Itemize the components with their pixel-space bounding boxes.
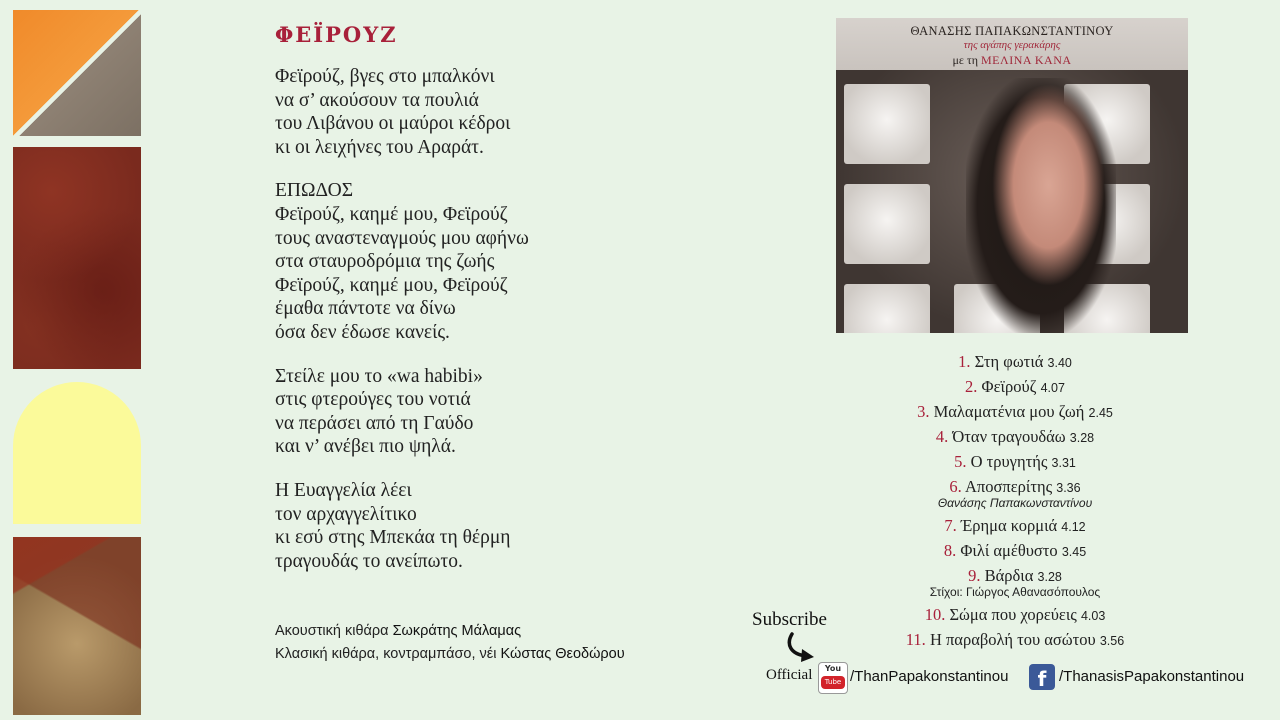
cover-album-title: της αγάπης γερακάρης xyxy=(963,39,1061,51)
track-number: 6. xyxy=(949,477,962,496)
track-duration: 3.45 xyxy=(1061,545,1087,559)
lyric-line: του Λιβάνου οι μαύροι κέδροι xyxy=(275,113,511,135)
track-item xyxy=(850,539,1180,564)
track-note: Θανάσης Παπακωνσταντίνου xyxy=(937,496,1093,510)
track-title: Σώμα που χορεύεις xyxy=(949,605,1077,624)
track-number: 9. xyxy=(968,566,981,585)
track-title: Η παραβολή του ασώτου xyxy=(929,630,1096,649)
track-title: Στη φωτιά xyxy=(974,352,1044,371)
decorative-yellow-arch-tile xyxy=(13,382,141,524)
lyric-line: και ν’ ανέβει πιο ψηλά. xyxy=(275,436,456,458)
credit-line xyxy=(275,620,625,643)
lyric-line: Φεϊρούζ, καημέ μου, Φεϊρούζ xyxy=(275,203,508,225)
lyric-line: όσα δεν έδωσε κανείς. xyxy=(275,321,450,343)
track-duration: 3.40 xyxy=(1047,356,1072,370)
curved-arrow-icon xyxy=(784,632,818,664)
song-title: ΦΕΪΡΟΥΖ xyxy=(275,22,398,47)
track-item xyxy=(850,628,1180,653)
tracklist xyxy=(850,350,1180,653)
track-title: Ο τρυγητής xyxy=(970,452,1048,471)
track-item xyxy=(850,350,1180,375)
credit-name: Κώστας Θεοδώρου xyxy=(500,646,625,662)
lyric-line: τραγουδάς το ανείπωτο. xyxy=(275,550,463,572)
track-number: 7. xyxy=(944,516,957,535)
track-number: 1. xyxy=(958,352,971,371)
track-title: Όταν τραγουδάω xyxy=(952,427,1066,446)
track-duration: 3.28 xyxy=(1069,431,1095,445)
lyric-line: να σ’ ακούσουν τα πουλιά xyxy=(275,89,479,111)
stanza xyxy=(275,479,715,573)
lyric-line: τον αρχαγγελίτικο xyxy=(275,503,417,525)
credit-line xyxy=(275,643,625,666)
track-title: Φεϊρούζ xyxy=(981,377,1037,396)
decorative-red-texture-tile xyxy=(13,147,141,369)
subscribe-label[interactable]: Subscribe xyxy=(752,609,827,630)
cover-featured-artist: ΜΕΛΙΝΑ ΚΑΝΑ xyxy=(981,53,1072,67)
track-item xyxy=(850,514,1180,539)
track-note: Στίχοι: Γιώργος Αθανασόπουλος xyxy=(929,585,1101,599)
lyrics-panel xyxy=(275,22,715,593)
track-number: 4. xyxy=(935,427,949,446)
facebook-icon[interactable]: f xyxy=(1029,664,1055,690)
track-item xyxy=(850,450,1180,475)
track-title: Έρημα κορμιά xyxy=(960,516,1058,535)
track-duration: 3.31 xyxy=(1051,456,1076,470)
lyric-line: κι εσύ στης Μπεκάα τη θέρμη xyxy=(275,527,511,549)
credit-role: Ακουστική κιθάρα xyxy=(275,623,389,639)
track-item xyxy=(850,375,1180,400)
track-title: Μαλαματένια μου ζωή xyxy=(933,402,1085,421)
track-title: Βάρδια xyxy=(984,566,1034,585)
track-item xyxy=(850,425,1180,450)
track-number: 5. xyxy=(954,452,967,471)
track-title: Φιλί αμέθυστο xyxy=(960,541,1058,560)
track-number: 8. xyxy=(943,541,957,560)
track-duration: 3.56 xyxy=(1099,634,1125,648)
track-number: 10. xyxy=(924,605,946,624)
credits xyxy=(275,620,625,666)
youtube-icon[interactable]: You Tube xyxy=(818,662,848,694)
track-number: 11. xyxy=(905,630,926,649)
lyric-line: στις φτερούγες του νοτιά xyxy=(275,389,471,411)
decorative-triangle-tile xyxy=(13,10,141,136)
track-number: 2. xyxy=(965,377,978,396)
track-duration: 3.28 xyxy=(1037,570,1062,584)
decorative-brown-texture-tile xyxy=(13,537,141,715)
lyric-line: τους αναστεναγμούς μου αφήνω xyxy=(275,227,529,249)
lyrics-body xyxy=(275,65,715,573)
credit-name: Σωκράτης Μάλαμας xyxy=(392,623,522,639)
stanza xyxy=(275,65,715,159)
track-duration: 2.45 xyxy=(1088,406,1113,420)
cover-portrait xyxy=(966,78,1116,333)
facebook-page-link[interactable]: /ThanasisPapakonstantinou xyxy=(1059,668,1245,685)
track-title: Αποσπερίτης xyxy=(965,477,1053,496)
lyric-line: Η Ευαγγελία λέει xyxy=(275,479,412,501)
cover-featuring: με τη ΜΕΛΙΝΑ ΚΑΝΑ xyxy=(952,53,1072,67)
track-duration: 4.03 xyxy=(1080,609,1106,623)
track-duration: 4.12 xyxy=(1061,520,1086,534)
lyric-line: έμαθα πάντοτε να δίνω xyxy=(275,298,456,320)
lyric-line: Στείλε μου το «wa habibi» xyxy=(275,365,483,387)
track-duration: 3.36 xyxy=(1056,481,1081,495)
youtube-channel-link[interactable]: /ThanPapakonstantinou xyxy=(850,668,1009,685)
lyric-line: στα σταυροδρόμια της ζωής xyxy=(275,251,495,273)
official-label: Official xyxy=(766,667,813,683)
lyric-line: Φεϊρούζ, βγες στο μπαλκόνι xyxy=(275,66,495,87)
lyric-line: ΕΠΩΔΟΣ xyxy=(275,180,354,202)
credit-role: Κλασική κιθάρα, κοντραμπάσο, νέι xyxy=(275,646,497,662)
track-duration: 4.07 xyxy=(1040,381,1065,395)
cover-artist: ΘΑΝΑΣΗΣ ΠΑΠΑΚΩΝΣΤΑΝΤΙΝΟΥ xyxy=(910,24,1114,38)
stanza xyxy=(275,365,715,459)
track-item xyxy=(850,400,1180,425)
lyric-line: κι οι λειχήνες του Αραράτ. xyxy=(275,136,484,158)
album-cover xyxy=(836,18,1188,333)
stanza xyxy=(275,179,715,344)
track-item xyxy=(850,603,1180,628)
lyric-line: να περάσει από τη Γαύδο xyxy=(275,412,474,434)
lyric-line: Φεϊρούζ, καημέ μου, Φεϊρούζ xyxy=(275,274,508,296)
track-number: 3. xyxy=(917,402,930,421)
